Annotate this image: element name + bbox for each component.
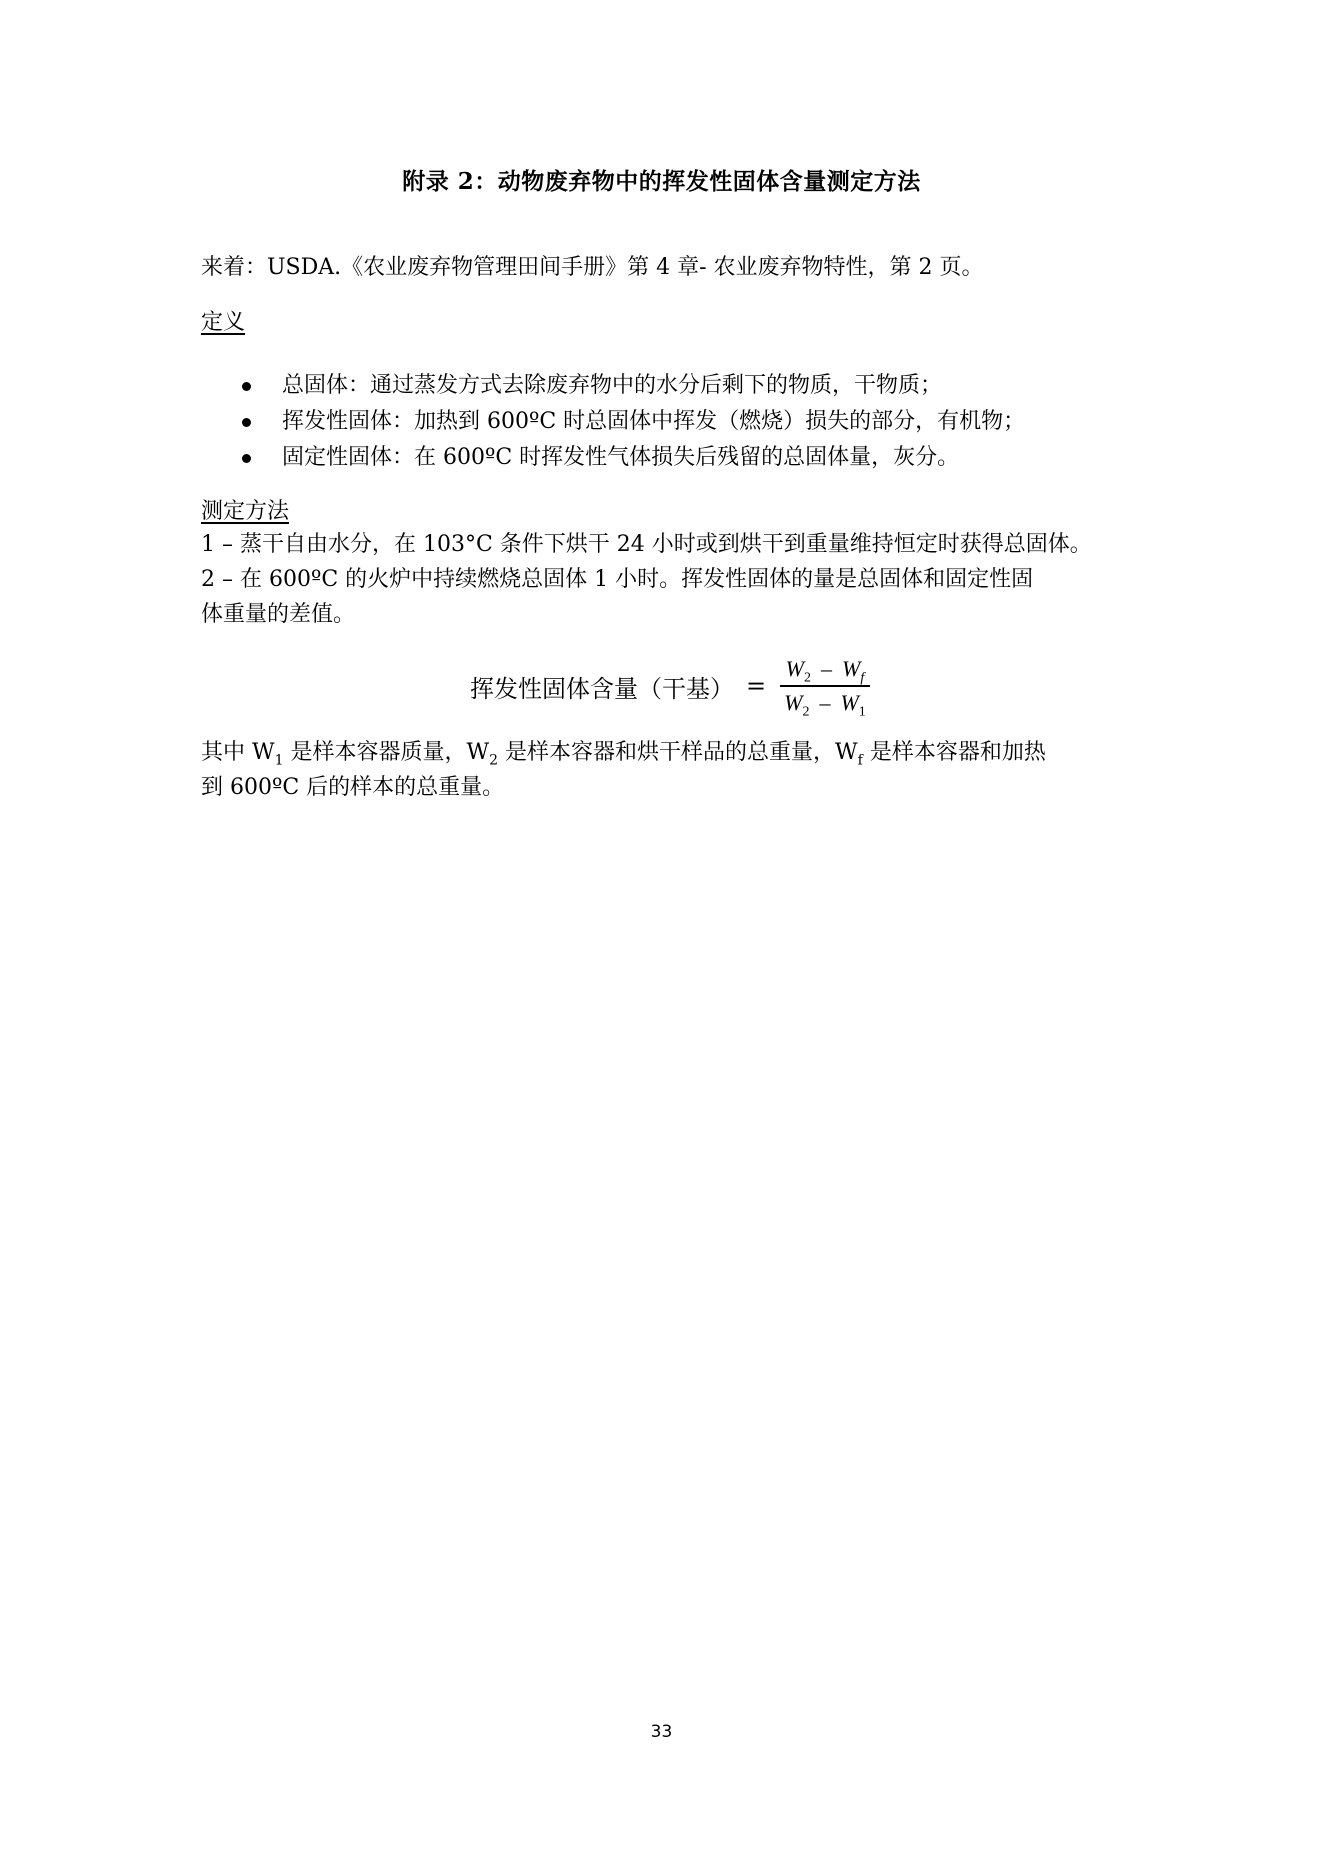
bullet-icon (242, 454, 251, 463)
explanation-line-1: 其中 $W_1$ 是样本容器质量，$W_2$ 是样本容器和烘干样品的总重量，$W_f$ 是样本容器和加热 (201, 740, 1046, 769)
method-heading: 测定方法 (201, 499, 290, 524)
formula-equals: = (746, 672, 767, 700)
method-step-1: 1 – 蒸干自由水分，在 103°C 条件下烘干 24 小时或到烘干到重量维持恒定时获得总固体。 (201, 532, 1092, 557)
list-item (240, 404, 1025, 440)
bullet-icon (242, 418, 251, 427)
list-item (240, 368, 1025, 404)
formula-denominator: $W_2 - W_1$ (784, 689, 866, 720)
definition-total-solids: 总固体：通过蒸发方式去除废弃物中的水分后剩下的物质，干物质； (282, 373, 943, 398)
page-number: 33 (650, 1722, 673, 1742)
method-step-2-line-1: 2 – 在 600ºC 的火炉中持续燃烧总固体 1 小时。挥发性固体的量是总固体和固定性固 (201, 567, 1034, 592)
method-step-2-line-2: 体重量的差值。 (201, 602, 356, 627)
volatile-solids-formula (470, 648, 870, 724)
list-item (240, 440, 1025, 476)
source-line: 来着：USDA.《农业废弃物管理田间手册》第 4 章- 农业废弃物特性，第 2 页。 (201, 255, 984, 280)
page-title: 附录 2：动物废弃物中的挥发性固体含量测定方法 (402, 168, 921, 195)
definition-volatile-solids: 挥发性固体：加热到 600ºC 时总固体中挥发（燃烧）损失的部分，有机物； (282, 409, 1026, 434)
explanation-line-2: 到 600ºC 后的样本的总重量。 (201, 775, 505, 800)
definitions-list (240, 368, 1025, 476)
definition-fixed-solids: 固定性固体：在 600ºC 时挥发性气体损失后残留的总固体量，灰分。 (282, 445, 960, 470)
formula-lhs: 挥发性固体含量（干基） (470, 674, 734, 703)
formula-numerator: $W_2 - W_f$ (785, 656, 865, 686)
definitions-heading: 定义 (201, 310, 246, 335)
bullet-icon (242, 382, 251, 391)
formula-fraction (780, 653, 870, 719)
